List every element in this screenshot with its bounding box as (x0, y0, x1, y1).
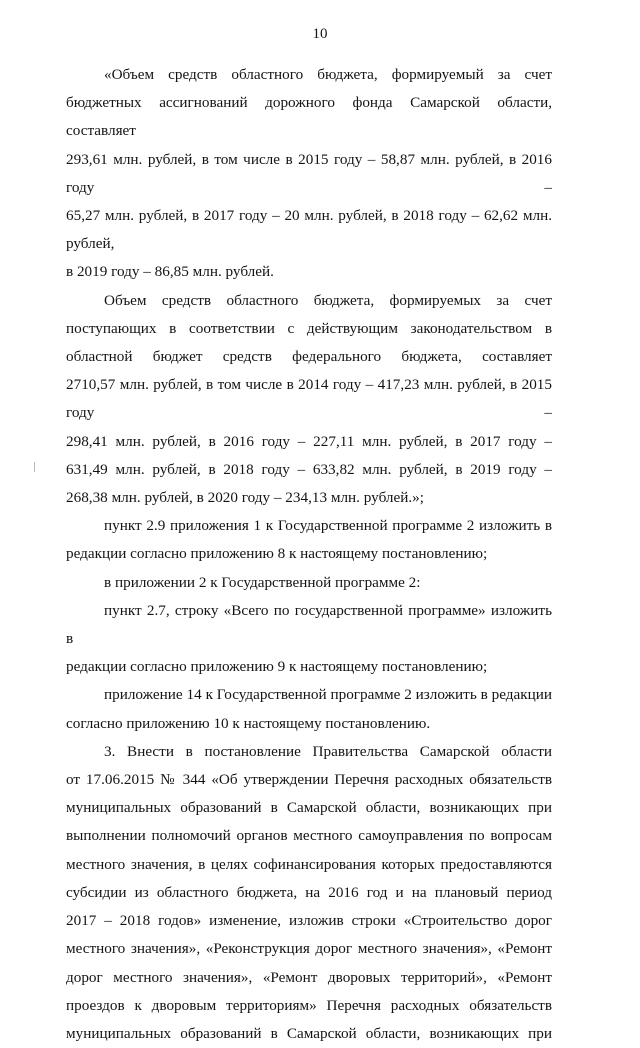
text-line: 2710,57 млн. рублей, в том числе в 2014 году – 417,23 млн. рублей, в 2015 году – (66, 376, 552, 422)
text-line: согласно приложению 10 к настоящему постановлению. (66, 714, 431, 732)
text-line: в приложении 2 к Государственной программе 2: (104, 573, 421, 591)
text-line: дорог местного значения», «Ремонт дворовых территорий», «Ремонт (66, 968, 552, 986)
text-line: субсидии из областного бюджета, на 2016 год и на плановый период (66, 883, 552, 901)
text-line: пункт 2.7, строку «Всего по государственной программе» изложить в (66, 601, 552, 648)
text-line: в 2019 году – 86,85 млн. рублей. (66, 263, 274, 281)
text-line: 65,27 млн. рублей, в 2017 году – 20 млн. рублей, в 2018 году – 62,62 млн. рублей, (66, 207, 552, 253)
text-line: муниципальных образований в Самарской области, возникающих при (66, 799, 552, 817)
text-line: 631,49 млн. рублей, в 2018 году – 633,82 млн. рублей, в 2019 году – (66, 460, 552, 478)
text-line: проездов к дворовым территориям» Перечня расходных обязательств (66, 996, 552, 1014)
document-body (66, 61, 552, 1048)
text-line: 298,41 млн. рублей, в 2016 году – 227,11 млн. рублей, в 2017 году – (66, 432, 552, 450)
text-line: бюджетных ассигнований дорожного фонда Самарской области, составляет (66, 94, 552, 140)
page-number: 10 (312, 26, 328, 42)
text-line: редакции согласно приложению 8 к настоящему постановлению; (66, 545, 488, 563)
text-line: пункт 2.9 приложения 1 к Государственной программе 2 изложить в (104, 517, 552, 535)
text-line: приложение 14 к Государственной программе 2 изложить в редакции (104, 686, 552, 704)
text-line: 293,61 млн. рублей, в том числе в 2015 году – 58,87 млн. рублей, в 2016 году – (66, 150, 552, 196)
paragraph-6 (66, 681, 552, 737)
text-line: 2017 – 2018 годов» изменение, изложив строки «Строительство дорог (66, 912, 552, 930)
paragraph-1 (66, 61, 552, 287)
text-line: редакции согласно приложению 9 к настоящему постановлению; (66, 658, 488, 676)
text-line: поступающих в соответствии с действующим законодательством в (66, 319, 552, 337)
text-line: местного значения, в целях софинансирования которых предоставляются (66, 855, 552, 873)
text-line: 3. Внести в постановление Правительства Самарской области (104, 742, 552, 760)
text-line: выполнении полномочий органов местного самоуправления по вопросам (66, 827, 552, 845)
text-line: 268,38 млн. рублей, в 2020 году – 234,13 млн. рублей.»; (66, 489, 424, 507)
paragraph-2 (66, 287, 552, 513)
paragraph-7 (66, 738, 552, 1048)
text-line: областной бюджет средств федерального бюджета, составляет (66, 348, 552, 366)
paragraph-4 (66, 569, 552, 597)
text-line: местного значения», «Реконструкция дорог местного значения», «Ремонт (66, 940, 552, 958)
margin-mark (34, 462, 35, 472)
text-line: «Объем средств областного бюджета, формируемый за счет (104, 66, 552, 83)
paragraph-3 (66, 512, 552, 568)
text-line: муниципальных образований в Самарской области, возникающих при (66, 1024, 552, 1042)
text-line: от 17.06.2015 № 344 «Об утверждении Перечня расходных обязательств (66, 771, 552, 789)
text-line: Объем средств областного бюджета, формируемых за счет (104, 291, 552, 309)
paragraph-5 (66, 597, 552, 682)
